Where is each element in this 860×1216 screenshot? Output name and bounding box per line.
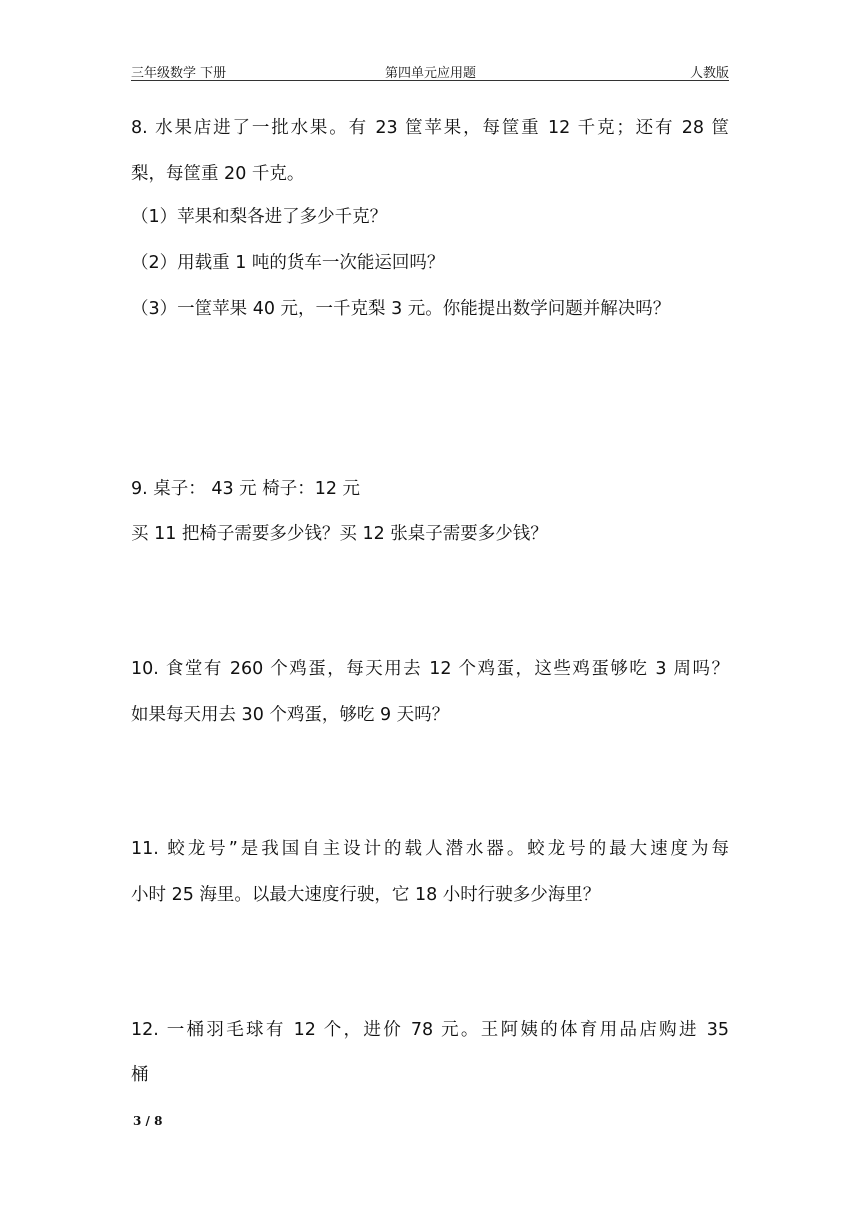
question-8-line-2: 梨，每筐重 20 千克。 <box>131 164 305 184</box>
question-9-line-1: 9. 桌子： 43 元 椅子：12 元 <box>131 479 361 499</box>
header-grade-label: 三年级数学 下册 <box>131 66 227 81</box>
question-10-line-1: 10. 食堂有 260 个鸡蛋，每天用去 12 个鸡蛋，这些鸡蛋够吃 3 周吗？ <box>131 659 729 679</box>
question-12-line-2: 桶 <box>131 1065 149 1085</box>
page-header <box>131 58 729 80</box>
question-8-subquestion-2: （2）用载重 1 吨的货车一次能运回吗？ <box>131 253 445 273</box>
question-12-line-1: 12. 一桶羽毛球有 12 个，进价 78 元。王阿姨的体育用品店购进 35 <box>131 1020 729 1040</box>
question-8-line-1: 8. 水果店进了一批水果。有 23 筐苹果，每筐重 12 千克；还有 28 筐 <box>131 118 729 138</box>
question-11-line-1: 11. 蛟龙号”是我国自主设计的载人潜水器。蛟龙号的最大速度为每 <box>131 839 729 859</box>
question-8-subquestion-3: （3）一筐苹果 40 元，一千克梨 3 元。你能提出数学问题并解决吗？ <box>131 299 671 319</box>
header-unit-title: 第四单元应用题 <box>385 66 477 81</box>
header-edition-label: 人教版 <box>689 66 729 81</box>
page-number: 3 / 8 <box>133 1114 163 1128</box>
question-11-line-2: 小时 25 海里。以最大速度行驶，它 18 小时行驶多少海里？ <box>131 885 601 905</box>
question-10-line-2: 如果每天用去 30 个鸡蛋，够吃 9 天吗？ <box>131 705 450 725</box>
question-9-line-2: 买 11 把椅子需要多少钱？买 12 张桌子需要多少钱？ <box>131 524 548 544</box>
question-8-subquestion-1: （1）苹果和梨各进了多少千克？ <box>131 207 388 227</box>
header-divider <box>131 80 729 81</box>
